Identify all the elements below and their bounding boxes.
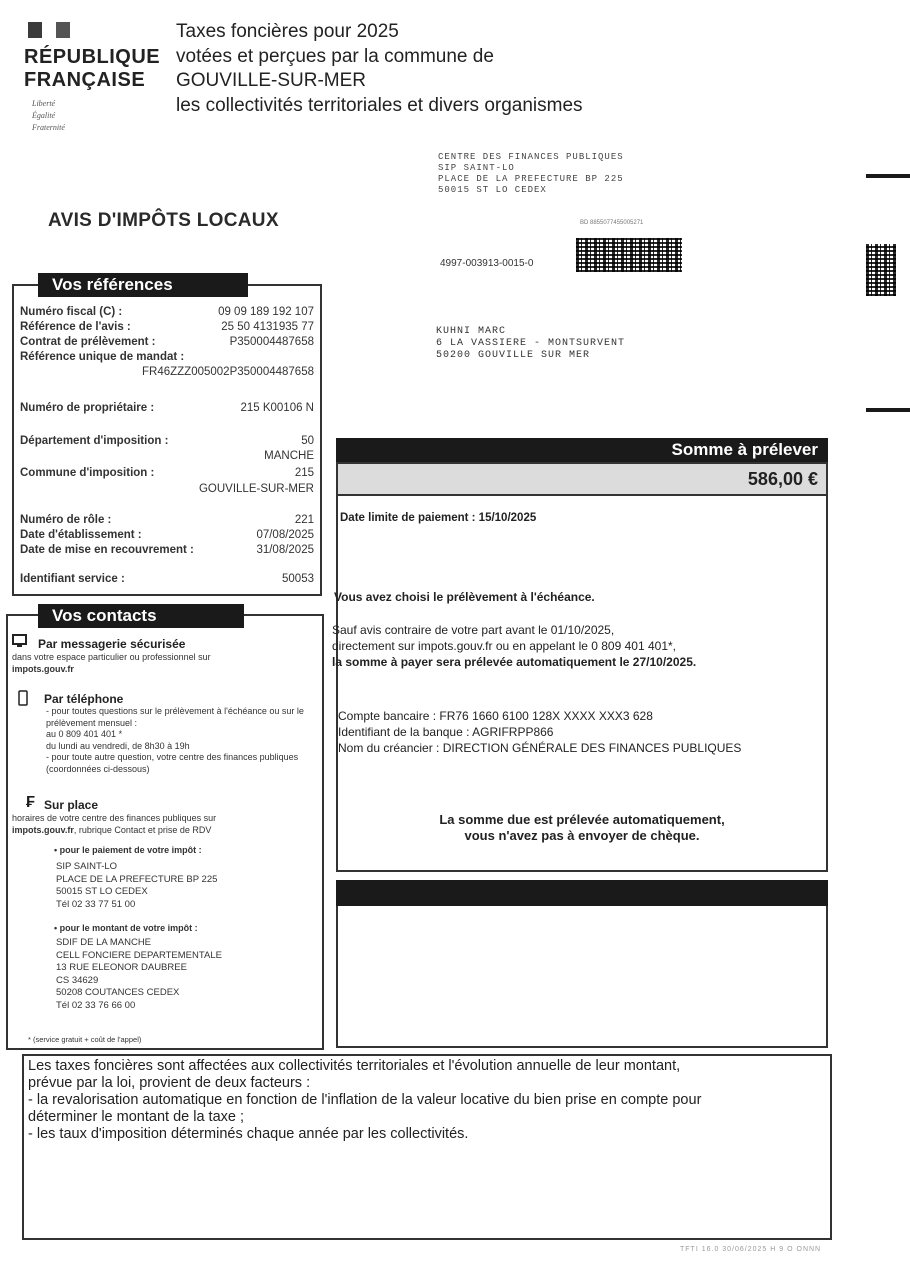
place-text: horaires de votre centre des finances publiques sur impots.gouv.fr, rubrique Contact et prise de RDV: [12, 813, 217, 835]
fold-mark-bottom: [866, 408, 910, 412]
small-id: BD 8855077455005271: [580, 220, 644, 226]
proprietaire-row: Numéro de propriétaire : 215 K00106 N: [20, 402, 314, 414]
telephone-text: - pour toutes questions sur le prélèvement à l'échéance ou sur le prélèvement mensuel : au 0 809 401 401 * du lundi au vendredi, de 8h30 à 19h - pour toute autre question, votre centre des finances publiques (coordonnées ci-dessous): [46, 706, 304, 774]
republique-francaise-label: RÉPUBLIQUE FRANÇAISE: [24, 46, 161, 91]
etablissement-row: Date d'établissement : 07/08/2025: [20, 529, 314, 541]
empty-panel: [336, 906, 828, 1048]
telephone-title: Par téléphone: [44, 692, 124, 706]
info-panel: [22, 1054, 832, 1240]
paiement-address: SIP SAINT-LO PLACE DE LA PREFECTURE BP 225 50015 ST LO CEDEX Tél 02 33 77 51 00: [56, 861, 218, 910]
centre-address: CENTRE DES FINANCES PUBLIQUES SIP SAINT-LO PLACE DE LA PREFECTURE BP 225 50015 ST LO CEDEX: [438, 152, 624, 195]
messagerie-title: Par messagerie sécurisée: [38, 637, 186, 651]
somme-header: Somme à prélever: [336, 438, 828, 462]
footnote: * (service gratuit + coût de l'appel): [28, 1035, 142, 1044]
recipient-address: KUHNI MARC 6 LA VASSIERE - MONTSURVENT 50200 GOUVILLE SUR MER: [436, 326, 626, 361]
phone-icon: [18, 690, 28, 706]
reference-avis-row: Référence de l'avis : 25 50 4131935 77: [20, 321, 314, 333]
messagerie-text: dans votre espace particulier ou professionnel sur impots.gouv.fr: [12, 652, 211, 674]
fold-mark-top: [866, 174, 910, 178]
mandat-row: Référence unique de mandat :: [20, 351, 185, 363]
devise: Liberté Égalité Fraternité: [32, 99, 65, 132]
avis-title: AVIS D'IMPÔTS LOCAUX: [48, 210, 279, 231]
computer-icon: [12, 634, 28, 648]
datamatrix-barcode: [576, 238, 682, 272]
commune-row: Commune d'imposition : 215: [20, 467, 314, 479]
bank-details: Compte bancaire : FR76 1660 6100 128X XXXX XXX3 628 Identifiant de la banque : AGRIFRPP866 Nom du créancier : DIRECTION GÉNÉRALE DES FINANCES PUBLIQUES: [338, 709, 742, 755]
cheque-notice: La somme due est prélevée automatiquement, vous n'avez pas à envoyer de chèque.: [439, 812, 725, 843]
recouvrement-row: Date de mise en recouvrement : 31/08/2025: [20, 544, 314, 556]
montant-title: • pour le montant de votre impôt :: [54, 923, 198, 933]
place-site: impots.gouv.fr: [12, 824, 74, 835]
paiement-title: • pour le paiement de votre impôt :: [54, 845, 202, 855]
references-title: Vos références: [38, 273, 248, 297]
messagerie-site: impots.gouv.fr: [12, 663, 74, 674]
place-title: Sur place: [44, 798, 99, 812]
footer-code: TFTI 16.0 30/06/2025 H 9 O ONNN: [680, 1246, 822, 1253]
document-title: Taxes foncières pour 2025 votées et perçues par la commune de GOUVILLE-SUR-MER les collectivités territoriales et divers organismes: [176, 21, 583, 116]
references-panel: Vos références Numéro fiscal (C) : 09 09 189 192 107 Référence de l'avis : 25 50 4131935 77 Contrat de prélèvement : P350004487658 Référence unique de mandat : FR46ZZZ005002P350004487658 Numéro de propriétaire : 215 K00106 N Département d'imposition : 50 MANCHE Commune d'imposition : 215 GOUVILLE-SUR-MER Numéro de rôle : 221 Date d'établissement : 07/08/2025 Date de mise en recouvrement : 31/08/2025 Identifiant service : 50053: [12, 284, 322, 596]
empty-panel-header: [336, 880, 828, 906]
info-text: Les taxes foncières sont affectées aux collectivités territoriales et l'évolution annuelle de leur montant, prévue par la loi, provient de deux facteurs : - la revalorisation automatique en fonction de l'inflation de la valeur locative du bien prise en compte pour déterminer le montant de la taxe ; - les taux d'imposition déterminés chaque année par les collectivités.: [28, 1058, 702, 1142]
side-datamatrix-barcode: [866, 244, 896, 296]
role-row: Numéro de rôle : 221: [20, 514, 314, 526]
service-row: Identifiant service : 50053: [20, 573, 314, 585]
reference-code: 4997-003913-0015-0: [440, 258, 534, 269]
echeance-text: Sauf avis contraire de votre part avant le 01/10/2025, directement sur impots.gouv.fr ou en appelant le 0 809 401 401*, la somme à payer sera prélevée automatiquement le 27/10/2025.: [332, 623, 697, 669]
contrat-row: Contrat de prélèvement : P350004487658: [20, 336, 314, 348]
amount-value: 586,00 €: [336, 462, 828, 496]
choix-prelevement: Vous avez choisi le prélèvement à l'échéance.: [334, 590, 595, 604]
date-limite: Date limite de paiement : 15/10/2025: [340, 512, 537, 524]
contacts-title: Vos contacts: [38, 604, 244, 628]
payment-details-panel: [332, 494, 828, 872]
contacts-panel: [6, 606, 324, 1050]
montant-address: SDIF DE LA MANCHE CELL FONCIERE DEPARTEMENTALE 13 RUE ELEONOR DAUBREE CS 34629 50208 COUTANCES CEDEX Tél 02 33 76 66 00: [56, 937, 222, 1011]
numero-fiscal-row: Numéro fiscal (C) : 09 09 189 192 107: [20, 306, 314, 318]
republique-logo: [28, 22, 76, 38]
place-icon: ₣: [26, 794, 35, 811]
departement-row: Département d'imposition : 50: [20, 435, 314, 447]
